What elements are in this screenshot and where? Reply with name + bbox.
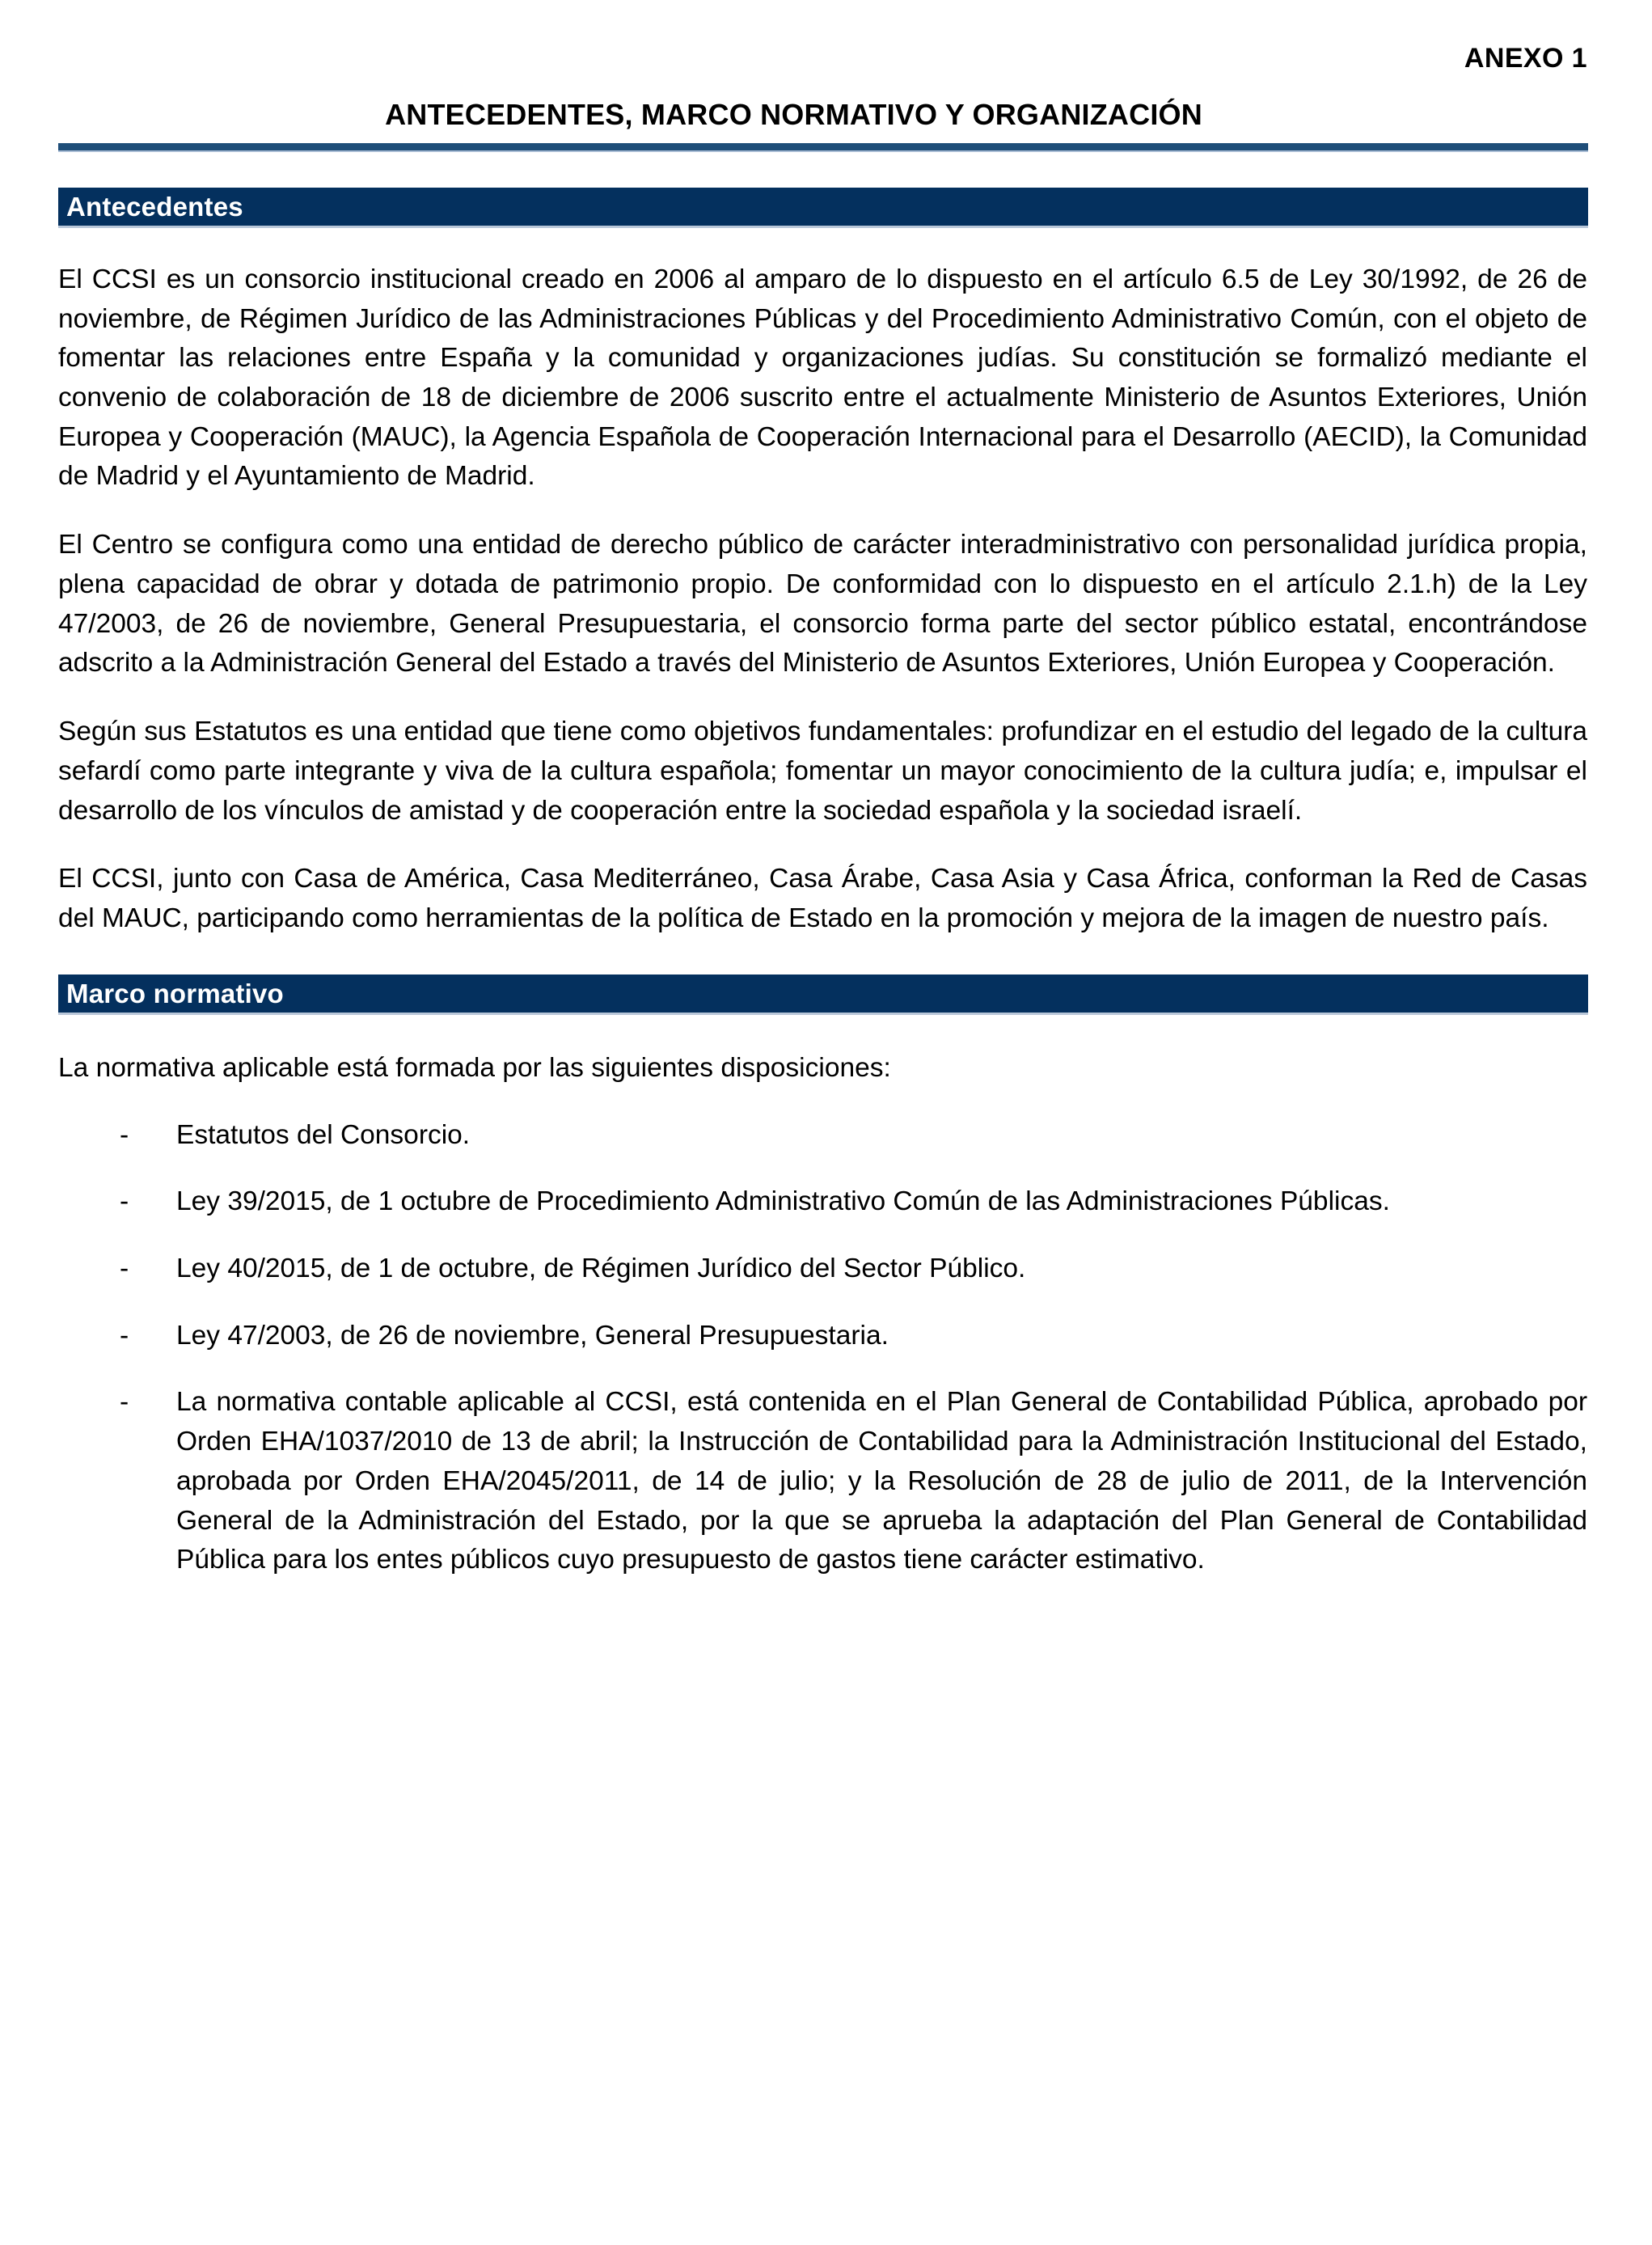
dash-bullet-icon: -	[120, 1254, 129, 1284]
dash-bullet-icon: -	[120, 1119, 129, 1150]
list-item	[58, 1249, 1587, 1289]
normativa-list	[58, 1116, 1587, 1581]
dash-bullet-icon: -	[120, 1186, 129, 1217]
list-intro-text: La normativa aplicable está formada por las siguientes disposiciones:	[58, 1052, 891, 1083]
list-item	[58, 1317, 1587, 1356]
section-body-antecedentes	[0, 260, 1652, 939]
title-divider-rule	[58, 143, 1588, 152]
list-item-text: Ley 47/2003, de 26 de noviembre, General Presupuestaria.	[176, 1320, 889, 1351]
paragraph: El CCSI, junto con Casa de América, Casa Mediterráneo, Casa Árabe, Casa Asia y Casa África, conforman la Red de Casas del MAUC, participando como herramientas de la política de Estado en la promoción y mejora de la imagen de nuestro país.	[58, 864, 1587, 934]
dash-bullet-icon: -	[120, 1387, 129, 1418]
section-header-label: Antecedentes	[66, 191, 243, 222]
annex-label: ANEXO 1	[1464, 43, 1587, 74]
list-item-text: Ley 39/2015, de 1 octubre de Procedimiento Administrativo Común de las Administraciones Públicas.	[176, 1186, 1390, 1217]
section-header-marco-normativo	[58, 975, 1588, 1015]
section-body-marco-normativo	[0, 1049, 1652, 1580]
section-header-antecedentes	[58, 188, 1588, 228]
dash-bullet-icon: -	[120, 1320, 129, 1351]
page-title: ANTECEDENTES, MARCO NORMATIVO Y ORGANIZACIÓN	[385, 97, 1202, 131]
section-header-label: Marco normativo	[66, 978, 284, 1008]
list-item	[58, 1182, 1587, 1222]
paragraph: El CCSI es un consorcio institucional creado en 2006 al amparo de lo dispuesto en el artículo 6.5 de Ley 30/1992, de 26 de noviembre, de Régimen Jurídico de las Administraciones Públicas y del Procedimiento Administrativo Común, con el objeto de fomentar las relaciones entre España y la comunidad y organizaciones judías. Su constitución se formalizó mediante el convenio de colaboración de 18 de diciembre de 2006 suscrito entre el actualmente Ministerio de Asuntos Exteriores, Unión Europea y Cooperación (MAUC), la Agencia Española de Cooperación Internacional para el Desarrollo (AECID), la Comunidad de Madrid y el Ayuntamiento de Madrid.	[58, 264, 1587, 492]
paragraph: Según sus Estatutos es una entidad que tiene como objetivos fundamentales: profundizar en el estudio del legado de la cultura sefardí como parte integrante y viva de la cultura española; fomentar un mayor conocimiento de la cultura judía; e, impulsar el desarrollo de los vínculos de amistad y de cooperación entre la sociedad española y la sociedad israelí.	[58, 717, 1587, 826]
paragraph: El Centro se configura como una entidad de derecho público de carácter interadministrativo con personalidad jurídica propia, plena capacidad de obrar y dotada de patrimonio propio. De conformidad con lo dispuesto en el artículo 2.1.h) de la Ley 47/2003, de 26 de noviembre, General Presupuestaria, el consorcio forma parte del sector público estatal, encontrándose adscrito a la Administración General del Estado a través del Ministerio de Asuntos Exteriores, Unión Europea y Cooperación.	[58, 530, 1587, 679]
document-header	[0, 0, 1652, 152]
list-item-text: La normativa contable aplicable al CCSI, está contenida en el Plan General de Contabilidad Pública, aprobado por Orden EHA/1037/2010 de 13 de abril; la Instrucción de Contabilidad para la Administración Institucional del Estado, aprobada por Orden EHA/2045/2011, de 14 de julio; y la Resolución de 28 de julio de 2011, de la Intervención General de la Administración del Estado, por la que se aprueba la adaptación del Plan General de Contabilidad Pública para los entes públicos cuyo presupuesto de gastos tiene carácter estimativo.	[176, 1387, 1587, 1575]
list-item-text: Ley 40/2015, de 1 de octubre, de Régimen Jurídico del Sector Público.	[176, 1254, 1026, 1284]
list-item	[58, 1383, 1587, 1580]
list-item	[58, 1116, 1587, 1156]
list-item-text: Estatutos del Consorcio.	[176, 1119, 471, 1150]
